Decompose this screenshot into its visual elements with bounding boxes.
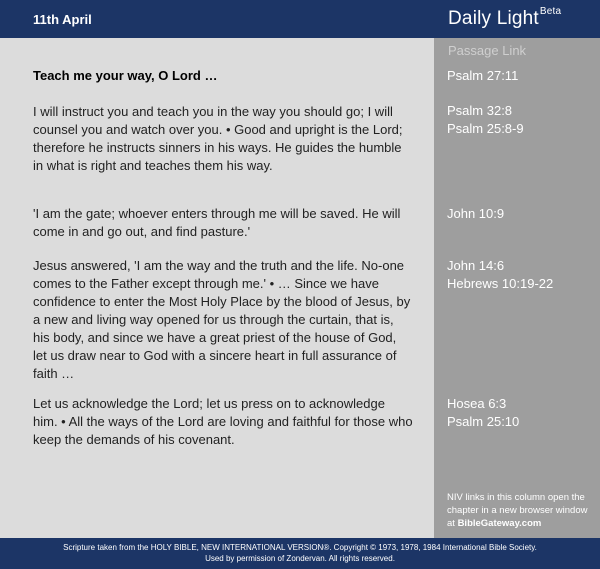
beta-badge: Beta xyxy=(539,5,562,17)
passage-refs xyxy=(447,102,524,138)
passage-refs xyxy=(447,205,504,223)
copyright-line-2: Used by permission of Zondervan. All rights reserved. xyxy=(205,554,395,563)
passage-link[interactable]: Psalm 25:8-9 xyxy=(447,121,524,136)
passage-link[interactable]: Psalm 27:11 xyxy=(447,68,519,83)
lead-refs xyxy=(447,67,518,85)
passage-link[interactable]: John 14:6 xyxy=(447,258,505,273)
passage-refs xyxy=(447,395,519,431)
passage-link[interactable]: Hosea 6:3 xyxy=(447,396,507,411)
lead-verse: Teach me your way, O Lord … xyxy=(33,68,218,83)
passage-link[interactable]: Psalm 25:10 xyxy=(447,414,520,429)
passage-link[interactable]: John 10:9 xyxy=(447,206,505,221)
reading-paragraph: I will instruct you and teach you in the way you should go; I will counsel you and watch over you. • Good and upright is the Lord; therefore he instructs sinners in his ways. He guides the humble in what is right and teaches them his way. xyxy=(33,104,403,173)
biblegateway-link[interactable]: BibleGateway.com xyxy=(457,518,542,529)
date-label: 11th April xyxy=(33,12,92,27)
reading-paragraph: Let us acknowledge the Lord; let us press on to acknowledge him. • All the ways of the Lord are loving and faithful for those who keep the demands of his covenant. xyxy=(33,396,413,447)
reading-paragraph: Jesus answered, 'I am the way and the truth and the life. No-one comes to the Father except through me.' • … Since we have confidence to enter the Most Holy Place by the blood of Jesus, by a new and living way opened for us through the curtain, that is, his body, and since we have a great priest of the house of God, let us draw near to God with a sincere heart in full assurance of faith … xyxy=(33,258,411,381)
passage-link[interactable]: Psalm 32:8 xyxy=(447,103,513,118)
passage-link[interactable]: Hebrews 10:19-22 xyxy=(447,276,554,291)
reading-paragraph: 'I am the gate; whoever enters through me will be saved. He will come in and go out, and find pasture.' xyxy=(33,206,401,239)
app-title xyxy=(448,5,562,30)
copyright-line-1: Scripture taken from the HOLY BIBLE, NEW INTERNATIONAL VERSION®. Copyright © 1973, 1978, 1984 International Bible Society. xyxy=(63,543,537,552)
app-title-text: Daily Light xyxy=(448,8,539,29)
passage-refs xyxy=(447,257,553,293)
copyright-footer xyxy=(0,538,600,569)
niv-links-note xyxy=(447,491,595,530)
passage-link-heading: Passage Link xyxy=(448,43,527,58)
note-text: NIV links in this column open the chapter in a new browser window at xyxy=(447,492,588,529)
